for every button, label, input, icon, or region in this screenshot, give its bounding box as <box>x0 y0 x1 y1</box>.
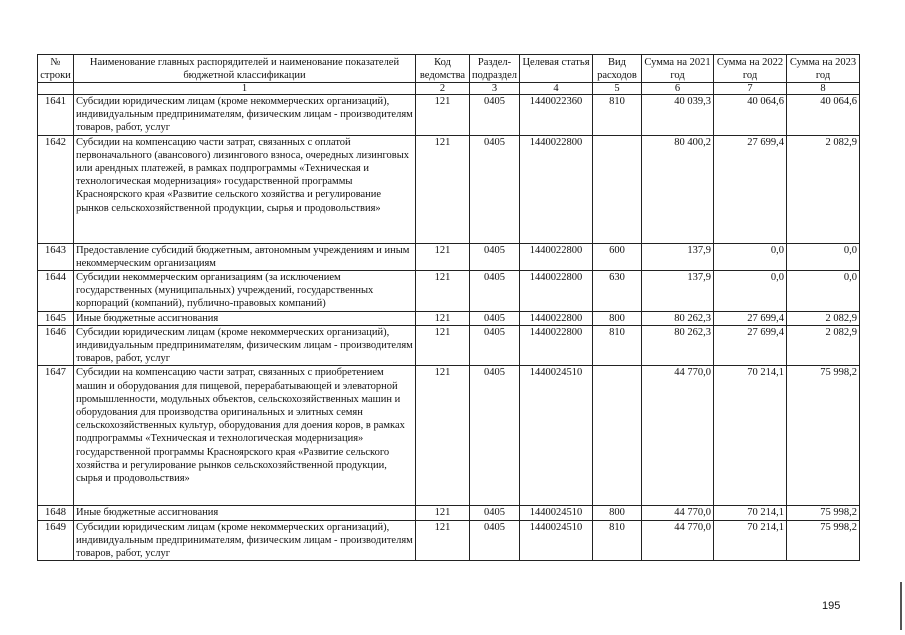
row-target-item: 1440022800 <box>520 325 593 366</box>
row-name: Субсидии на компенсацию части затрат, связанных с приобретением машин и оборудования для пищевой, перерабатывающей и элеваторной промышленности, модульных объектов, сельскохозяйственных машин и оборудования для производства оригинальных и элитных семян сельскохозяйственных культур, оборудования для доения коров, в рамках подпрограммы «Техническая и технологическая модернизация» государственной программы Красноярского края «Развитие сельского хозяйства и регулирование рынков сельскохозяйственной продукции, сырья и продовольствия» <box>74 366 416 506</box>
row-name: Предоставление субсидий бюджетным, автономным учреждениям и иным некоммерческим организациям <box>74 243 416 270</box>
budget-table <box>37 54 860 561</box>
row-section: 0405 <box>470 271 520 312</box>
row-sum-2023: 2 082,9 <box>787 325 860 366</box>
table-row <box>38 520 860 561</box>
header-expense-type: Вид расходов <box>593 55 642 83</box>
row-name: Субсидии на компенсацию части затрат, связанных с оплатой первоначального (авансового) лизингового взноса, очередных лизинговых или арендных платежей, в рамках подпрограммы «Техническая и технологическая модернизация» государственной программы Красноярского края «Развитие сельского хозяйства и регулирование рынков сельскохозяйственной продукции, сырья и продовольствия» <box>74 135 416 243</box>
row-number: 1648 <box>38 506 74 520</box>
row-sum-2023: 75 998,2 <box>787 506 860 520</box>
row-number: 1649 <box>38 520 74 561</box>
row-section: 0405 <box>470 135 520 243</box>
row-sum-2022: 0,0 <box>714 271 787 312</box>
column-number: 1 <box>74 83 416 95</box>
row-target-item: 1440024510 <box>520 506 593 520</box>
row-section: 0405 <box>470 520 520 561</box>
row-target-item: 1440022800 <box>520 311 593 325</box>
row-sum-2023: 0,0 <box>787 271 860 312</box>
row-number: 1647 <box>38 366 74 506</box>
row-sum-2022: 70 214,1 <box>714 506 787 520</box>
row-sum-2021: 44 770,0 <box>642 366 714 506</box>
row-section: 0405 <box>470 311 520 325</box>
row-sum-2023: 40 064,6 <box>787 95 860 136</box>
row-target-item: 1440022360 <box>520 95 593 136</box>
row-sum-2022: 70 214,1 <box>714 520 787 561</box>
table-row <box>38 95 860 136</box>
table-row <box>38 135 860 243</box>
row-expense-type: 630 <box>593 271 642 312</box>
table-row <box>38 243 860 270</box>
row-sum-2021: 80 262,3 <box>642 311 714 325</box>
row-target-item: 1440022800 <box>520 135 593 243</box>
row-target-item: 1440024510 <box>520 366 593 506</box>
row-sum-2021: 44 770,0 <box>642 506 714 520</box>
column-number: 8 <box>787 83 860 95</box>
row-sum-2022: 70 214,1 <box>714 366 787 506</box>
row-sum-2021: 137,9 <box>642 243 714 270</box>
row-name: Иные бюджетные ассигнования <box>74 311 416 325</box>
row-sum-2023: 0,0 <box>787 243 860 270</box>
row-number: 1645 <box>38 311 74 325</box>
row-expense-type <box>593 366 642 506</box>
row-name: Субсидии юридическим лицам (кроме некоммерческих организаций), индивидуальным предпринимателям, физическим лицам - производителям товаров, работ, услуг <box>74 95 416 136</box>
table-row <box>38 311 860 325</box>
row-number: 1643 <box>38 243 74 270</box>
row-dept-code: 121 <box>416 506 470 520</box>
row-expense-type: 800 <box>593 311 642 325</box>
row-dept-code: 121 <box>416 366 470 506</box>
column-number: 6 <box>642 83 714 95</box>
row-number: 1642 <box>38 135 74 243</box>
row-number: 1644 <box>38 271 74 312</box>
page-edge-line <box>900 582 902 630</box>
row-name: Субсидии юридическим лицам (кроме некоммерческих организаций), индивидуальным предпринимателям, физическим лицам - производителям товаров, работ, услуг <box>74 520 416 561</box>
row-section: 0405 <box>470 506 520 520</box>
row-sum-2022: 27 699,4 <box>714 135 787 243</box>
row-expense-type: 800 <box>593 506 642 520</box>
table-row <box>38 325 860 366</box>
header-target-item: Целевая статья <box>520 55 593 83</box>
header-name: Наименование главных распорядителей и наименование показателей бюджетной классификации <box>74 55 416 83</box>
row-sum-2021: 137,9 <box>642 271 714 312</box>
row-sum-2023: 75 998,2 <box>787 520 860 561</box>
row-number: 1641 <box>38 95 74 136</box>
column-number: 5 <box>593 83 642 95</box>
row-sum-2023: 2 082,9 <box>787 311 860 325</box>
row-sum-2022: 40 064,6 <box>714 95 787 136</box>
row-sum-2021: 80 262,3 <box>642 325 714 366</box>
page-number: 195 <box>822 600 841 612</box>
row-sum-2021: 44 770,0 <box>642 520 714 561</box>
row-sum-2023: 2 082,9 <box>787 135 860 243</box>
row-section: 0405 <box>470 325 520 366</box>
header-row-no: № строки <box>38 55 74 83</box>
row-expense-type <box>593 135 642 243</box>
row-expense-type: 810 <box>593 520 642 561</box>
header-sum-2023: Сумма на 2023 год <box>787 55 860 83</box>
row-sum-2021: 80 400,2 <box>642 135 714 243</box>
row-dept-code: 121 <box>416 95 470 136</box>
column-number: 2 <box>416 83 470 95</box>
row-section: 0405 <box>470 243 520 270</box>
column-number: 4 <box>520 83 593 95</box>
header-dept-code: Код ведомства <box>416 55 470 83</box>
header-section: Раздел-подраздел <box>470 55 520 83</box>
row-dept-code: 121 <box>416 520 470 561</box>
table-row <box>38 366 860 506</box>
row-expense-type: 600 <box>593 243 642 270</box>
row-name: Субсидии некоммерческим организациям (за исключением государственных (муниципальных) учреждений, государственных корпораций (компаний), публично-правовых компаний) <box>74 271 416 312</box>
row-target-item: 1440024510 <box>520 520 593 561</box>
row-dept-code: 121 <box>416 311 470 325</box>
column-number: 3 <box>470 83 520 95</box>
column-number <box>38 83 74 95</box>
table-row <box>38 271 860 312</box>
row-dept-code: 121 <box>416 135 470 243</box>
row-expense-type: 810 <box>593 95 642 136</box>
row-sum-2022: 27 699,4 <box>714 325 787 366</box>
table-row <box>38 506 860 520</box>
row-section: 0405 <box>470 95 520 136</box>
row-sum-2022: 27 699,4 <box>714 311 787 325</box>
row-sum-2021: 40 039,3 <box>642 95 714 136</box>
row-dept-code: 121 <box>416 325 470 366</box>
row-dept-code: 121 <box>416 271 470 312</box>
column-numbers-row <box>38 83 860 95</box>
row-expense-type: 810 <box>593 325 642 366</box>
row-dept-code: 121 <box>416 243 470 270</box>
row-name: Иные бюджетные ассигнования <box>74 506 416 520</box>
row-target-item: 1440022800 <box>520 271 593 312</box>
header-sum-2022: Сумма на 2022 год <box>714 55 787 83</box>
row-section: 0405 <box>470 366 520 506</box>
row-number: 1646 <box>38 325 74 366</box>
header-sum-2021: Сумма на 2021 год <box>642 55 714 83</box>
column-number: 7 <box>714 83 787 95</box>
row-sum-2022: 0,0 <box>714 243 787 270</box>
row-name: Субсидии юридическим лицам (кроме некоммерческих организаций), индивидуальным предпринимателям, физическим лицам - производителям товаров, работ, услуг <box>74 325 416 366</box>
row-sum-2023: 75 998,2 <box>787 366 860 506</box>
row-target-item: 1440022800 <box>520 243 593 270</box>
header-row <box>38 55 860 83</box>
